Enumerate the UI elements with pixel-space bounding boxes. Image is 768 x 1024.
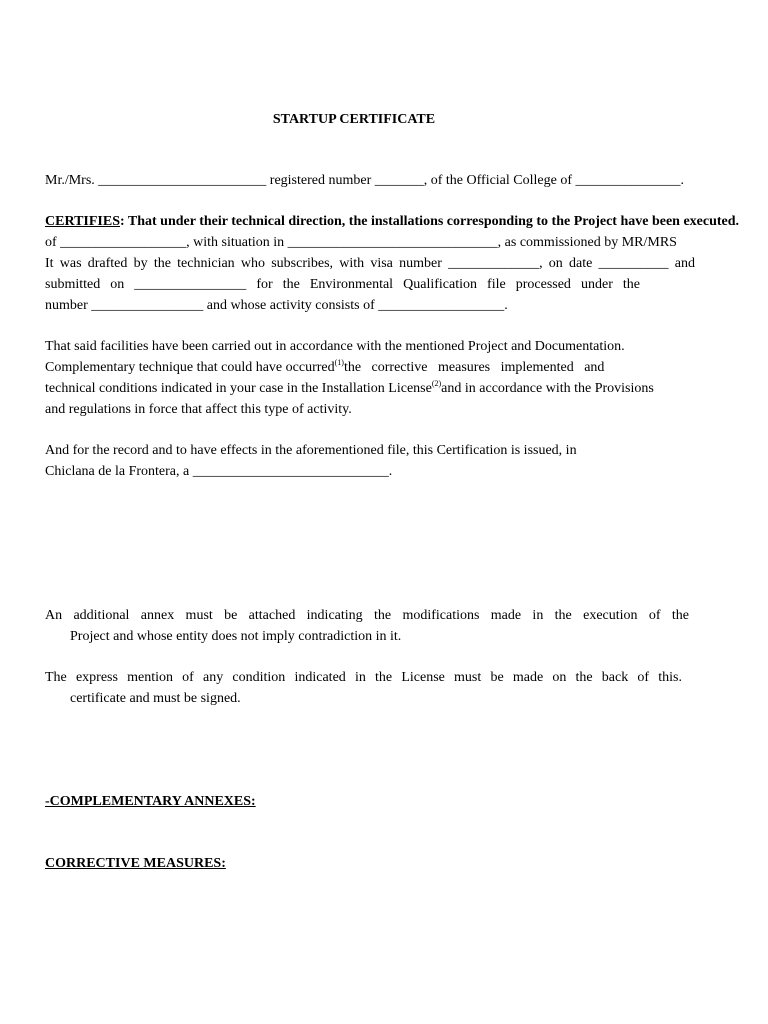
applicant-line: Mr./Mrs. ________________________ registered number _______, of the Official College of _______________. [45, 173, 684, 188]
drafted-line: It was drafted by the technician who subscribes, with visa number _____________, on date __________ and [45, 256, 695, 271]
record-line-2: Chiclana de la Frontera, a ____________________________. [45, 464, 393, 479]
certifies-label: CERTIFIES [45, 214, 120, 229]
document-title: STARTUP CERTIFICATE [272, 112, 436, 127]
complementary-annexes-heading: -COMPLEMENTARY ANNEXES: [45, 794, 256, 809]
note-license-line-2: certificate and must be signed. [70, 691, 241, 706]
facilities-line-1: That said facilities have been carried out in accordance with the mentioned Project and Documentation. [45, 339, 625, 354]
project-line: of __________________, with situation in ______________________________, as commissioned by MR/MRS [45, 235, 677, 250]
footnote-ref-1: (1) [334, 358, 344, 367]
activity-line: number ________________ and whose activity consists of __________________. [45, 298, 508, 313]
note-annex-line-1: An additional annex must be attached indicating the modifications made in the execution of the [45, 608, 689, 623]
certifies-text: : That under their technical direction, the installations corresponding to the Project have been executed. [119, 214, 740, 229]
record-line-1: And for the record and to have effects in the aforementioned file, this Certification is issued, in [45, 443, 577, 458]
corrective-measures-heading: CORRECTIVE MEASURES: [45, 856, 226, 871]
certifies-line [45, 212, 739, 232]
note-annex-line-2: Project and whose entity does not imply contradiction in it. [70, 629, 402, 644]
note-license-line-1: The express mention of any condition indicated in the License must be made on the back of this. [45, 670, 682, 685]
facilities-line-2: Complementary technique that could have occurred$^{(1)}$the corrective measures implemented and [45, 358, 605, 375]
submitted-line: submitted on ________________ for the Environmental Qualification file processed under the [45, 277, 640, 292]
footnote-ref-2: (2) [431, 379, 442, 388]
facilities-line-4: and regulations in force that affect this type of activity. [45, 402, 352, 417]
facilities-line-3: technical conditions indicated in your case in the Installation License$^{(2)}$and in accordance with the Provisions [45, 379, 654, 396]
